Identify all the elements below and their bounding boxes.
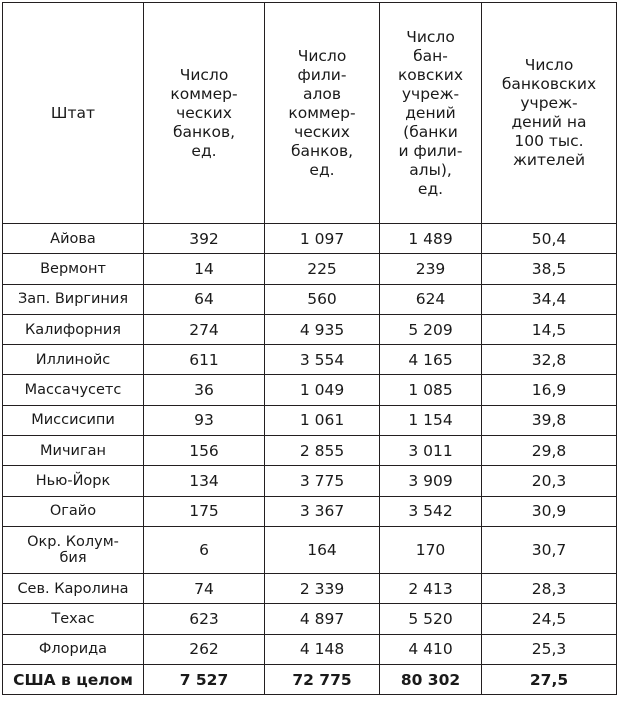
branches-cell: 1 097	[265, 224, 380, 254]
state-cell: Мичиган	[3, 436, 144, 466]
table-row	[3, 224, 617, 254]
per-100k-cell: 39,8	[482, 405, 617, 435]
table-row	[3, 496, 617, 526]
institutions-cell: 5 209	[380, 314, 482, 344]
state-cell: Флорида	[3, 634, 144, 664]
institutions-cell: 4 165	[380, 345, 482, 375]
commercial-banks-cell: 93	[144, 405, 265, 435]
institutions-cell: 239	[380, 254, 482, 284]
header-row	[3, 3, 617, 224]
branches-cell: 164	[265, 526, 380, 573]
total-state-cell: США в целом	[3, 664, 144, 694]
institutions-cell: 1 489	[380, 224, 482, 254]
state-cell: Иллинойс	[3, 345, 144, 375]
state-cell: Айова	[3, 224, 144, 254]
institutions-cell: 170	[380, 526, 482, 573]
total-institutions-cell: 80 302	[380, 664, 482, 694]
commercial-banks-cell: 6	[144, 526, 265, 573]
institutions-cell: 1 154	[380, 405, 482, 435]
state-cell: Огайо	[3, 496, 144, 526]
per-100k-cell: 30,7	[482, 526, 617, 573]
institutions-cell: 3 542	[380, 496, 482, 526]
commercial-banks-cell: 134	[144, 466, 265, 496]
per-100k-cell: 20,3	[482, 466, 617, 496]
state-cell: Калифорния	[3, 314, 144, 344]
branches-cell: 3 775	[265, 466, 380, 496]
commercial-banks-cell: 274	[144, 314, 265, 344]
commercial-banks-cell: 175	[144, 496, 265, 526]
per-100k-cell: 16,9	[482, 375, 617, 405]
commercial-banks-cell: 392	[144, 224, 265, 254]
institutions-cell: 3 909	[380, 466, 482, 496]
branches-cell: 225	[265, 254, 380, 284]
table-row	[3, 314, 617, 344]
commercial-banks-cell: 623	[144, 604, 265, 634]
bank-statistics-table	[2, 2, 617, 695]
per-100k-cell: 29,8	[482, 436, 617, 466]
table-row	[3, 345, 617, 375]
institutions-cell: 4 410	[380, 634, 482, 664]
total-row	[3, 664, 617, 694]
per-100k-cell: 32,8	[482, 345, 617, 375]
branches-cell: 4 897	[265, 604, 380, 634]
table-row	[3, 284, 617, 314]
per-100k-cell: 38,5	[482, 254, 617, 284]
branches-cell: 2 339	[265, 573, 380, 603]
institutions-cell: 5 520	[380, 604, 482, 634]
per-100k-cell: 24,5	[482, 604, 617, 634]
state-cell: Миссисипи	[3, 405, 144, 435]
commercial-banks-cell: 36	[144, 375, 265, 405]
state-cell: Сев. Каролина	[3, 573, 144, 603]
per-100k-cell: 34,4	[482, 284, 617, 314]
state-cell: Нью-Йорк	[3, 466, 144, 496]
branches-cell: 4 935	[265, 314, 380, 344]
per-100k-cell: 30,9	[482, 496, 617, 526]
branches-cell: 3 367	[265, 496, 380, 526]
table-row	[3, 254, 617, 284]
header-branches: Число фили- алов коммер- ческих банков, ед.	[265, 3, 380, 224]
branches-cell: 4 148	[265, 634, 380, 664]
branches-cell: 1 049	[265, 375, 380, 405]
per-100k-cell: 28,3	[482, 573, 617, 603]
header-commercial-banks: Число коммер- ческих банков, ед.	[144, 3, 265, 224]
table-row	[3, 604, 617, 634]
commercial-banks-cell: 74	[144, 573, 265, 603]
table-row	[3, 526, 617, 573]
state-cell: Зап. Виргиния	[3, 284, 144, 314]
commercial-banks-cell: 64	[144, 284, 265, 314]
commercial-banks-cell: 611	[144, 345, 265, 375]
table-row	[3, 573, 617, 603]
commercial-banks-cell: 262	[144, 634, 265, 664]
total-commercial-banks-cell: 7 527	[144, 664, 265, 694]
total-per-100k-cell: 27,5	[482, 664, 617, 694]
institutions-cell: 3 011	[380, 436, 482, 466]
commercial-banks-cell: 156	[144, 436, 265, 466]
header-institutions: Число бан- ковских учреж- дений (банки и фили- алы), ед.	[380, 3, 482, 224]
institutions-cell: 2 413	[380, 573, 482, 603]
table-row	[3, 634, 617, 664]
per-100k-cell: 25,3	[482, 634, 617, 664]
table-row	[3, 375, 617, 405]
institutions-cell: 624	[380, 284, 482, 314]
table-row	[3, 436, 617, 466]
branches-cell: 1 061	[265, 405, 380, 435]
per-100k-cell: 50,4	[482, 224, 617, 254]
state-cell: Окр. Колум- бия	[3, 526, 144, 573]
branches-cell: 2 855	[265, 436, 380, 466]
institutions-cell: 1 085	[380, 375, 482, 405]
state-cell: Вермонт	[3, 254, 144, 284]
header-per-100k: Число банковских учреж- дений на 100 тыс. жителей	[482, 3, 617, 224]
state-cell: Массачусетс	[3, 375, 144, 405]
state-cell: Техас	[3, 604, 144, 634]
total-branches-cell: 72 775	[265, 664, 380, 694]
branches-cell: 560	[265, 284, 380, 314]
commercial-banks-cell: 14	[144, 254, 265, 284]
header-state: Штат	[3, 3, 144, 224]
per-100k-cell: 14,5	[482, 314, 617, 344]
table-row	[3, 405, 617, 435]
branches-cell: 3 554	[265, 345, 380, 375]
table-row	[3, 466, 617, 496]
